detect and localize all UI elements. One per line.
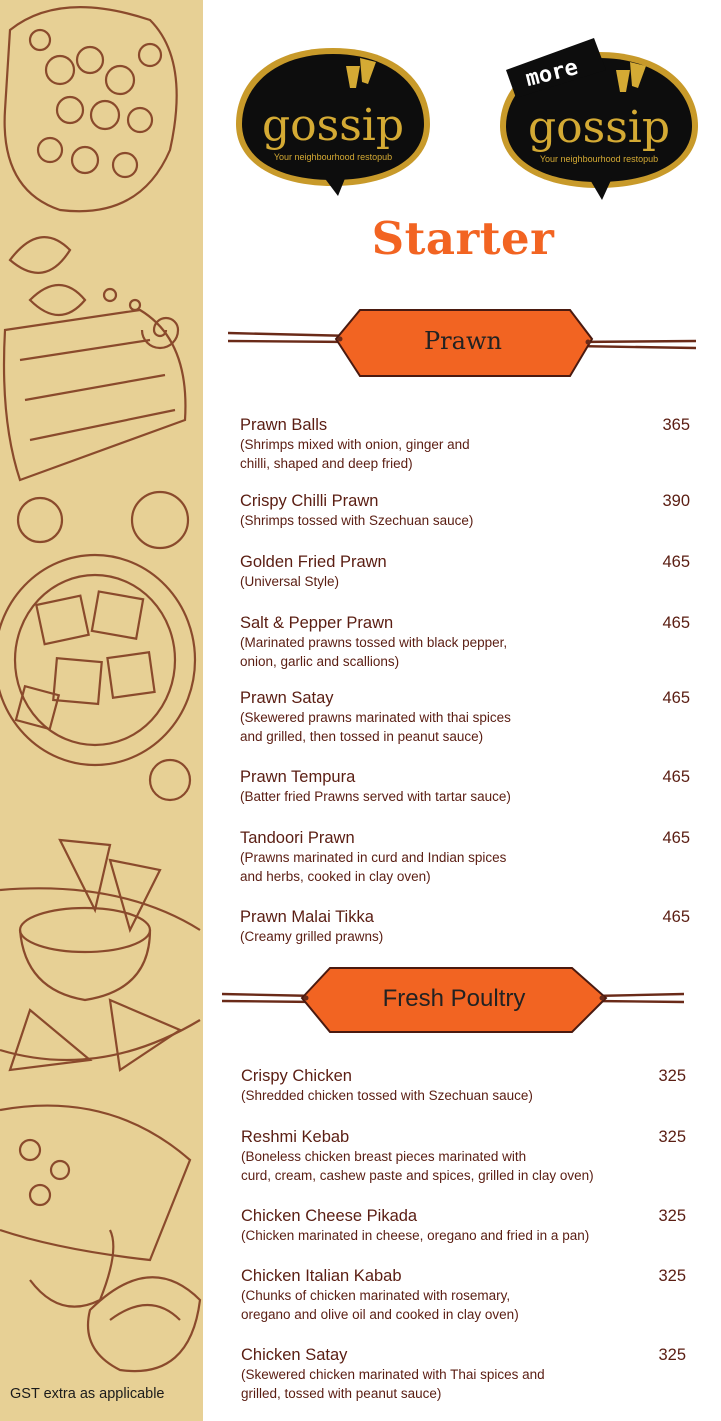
- gossip-logo: [228, 36, 438, 196]
- menu-item: [240, 416, 690, 473]
- svg-text:Your neighbourhood restopub: Your neighbourhood restopub: [539, 154, 659, 164]
- item-price: 465: [662, 768, 690, 786]
- item-description: (Shredded chicken tossed with Szechuan sauce): [241, 1088, 533, 1103]
- item-description-2: chilli, shaped and deep fried): [240, 456, 413, 471]
- item-description: (Universal Style): [240, 574, 340, 589]
- item-price: 465: [662, 553, 690, 571]
- item-name: Salt & Pepper Prawn: [240, 614, 394, 632]
- item-price: 325: [658, 1267, 686, 1285]
- item-description: (Skewered chicken marinated with Thai spices and: [241, 1367, 545, 1382]
- item-description-2: oregano and olive oil and cooked in clay oven): [241, 1307, 519, 1322]
- item-price: 465: [662, 829, 690, 847]
- item-description-2: and herbs, cooked in clay oven): [240, 869, 431, 884]
- menu-item: [240, 908, 690, 946]
- food-sketch-illustration: [0, 0, 203, 1421]
- item-name: Chicken Satay: [241, 1346, 348, 1364]
- decorative-sidebar: [0, 0, 203, 1421]
- item-price: 325: [658, 1207, 686, 1225]
- item-price: 325: [658, 1128, 686, 1146]
- item-name: Prawn Balls: [240, 416, 328, 434]
- item-price: 365: [662, 416, 690, 434]
- item-name: Crispy Chilli Prawn: [240, 492, 379, 510]
- svg-text:gossip: gossip: [261, 100, 405, 151]
- section-title: Fresh Poultry: [382, 985, 526, 1012]
- section-banner-fresh-poultry: [222, 964, 686, 1036]
- item-description: (Skewered prawns marinated with thai spices: [240, 710, 511, 725]
- item-price: 465: [662, 689, 690, 707]
- item-description-2: curd, cream, cashew paste and spices, grilled in clay oven): [241, 1168, 594, 1183]
- item-description: (Creamy grilled prawns): [240, 929, 384, 944]
- item-name: Prawn Satay: [240, 689, 334, 707]
- item-description-2: grilled, tossed with peanut sauce): [241, 1386, 442, 1401]
- menu-item: [241, 1346, 686, 1403]
- svg-text:gossip: gossip: [527, 102, 671, 153]
- page-title: Starter: [371, 212, 555, 265]
- item-description: (Chicken marinated in cheese, oregano and fried in a pan): [241, 1228, 590, 1243]
- menu-item: [240, 614, 690, 671]
- item-price: 465: [662, 908, 690, 926]
- item-description: (Batter fried Prawns served with tartar sauce): [240, 789, 511, 804]
- item-description-2: and grilled, then tossed in peanut sauce): [240, 729, 484, 744]
- item-description-2: onion, garlic and scallions): [240, 654, 400, 669]
- item-description: (Marinated prawns tossed with black pepper,: [240, 635, 508, 650]
- more-gossip-logo: [494, 30, 704, 200]
- item-description: (Chunks of chicken marinated with rosemary,: [241, 1288, 511, 1303]
- section-title: Prawn: [424, 327, 502, 355]
- svg-text:more: more: [523, 54, 581, 93]
- section-banner-prawn: [228, 306, 698, 382]
- menu-item: [240, 768, 690, 806]
- item-name: Reshmi Kebab: [241, 1128, 350, 1146]
- menu-item: [241, 1267, 686, 1324]
- item-name: Prawn Malai Tikka: [240, 908, 374, 926]
- item-name: Chicken Cheese Pikada: [241, 1207, 418, 1225]
- item-price: 325: [658, 1346, 686, 1364]
- item-description: (Boneless chicken breast pieces marinated with: [241, 1149, 527, 1164]
- item-name: Chicken Italian Kabab: [241, 1267, 402, 1285]
- item-description: (Shrimps tossed with Szechuan sauce): [240, 513, 474, 528]
- menu-item: [241, 1128, 686, 1185]
- item-name: Prawn Tempura: [240, 768, 356, 786]
- gst-note: GST extra as applicable: [10, 1386, 165, 1402]
- menu-item: [240, 689, 690, 746]
- menu-item: [241, 1067, 686, 1105]
- item-price: 465: [662, 614, 690, 632]
- item-price: 390: [662, 492, 690, 510]
- menu-item: [240, 553, 690, 591]
- item-name: Tandoori Prawn: [240, 829, 355, 847]
- item-description: (Shrimps mixed with onion, ginger and: [240, 437, 470, 452]
- item-name: Golden Fried Prawn: [240, 553, 387, 571]
- item-name: Crispy Chicken: [241, 1067, 352, 1085]
- item-description: (Prawns marinated in curd and Indian spices: [240, 850, 507, 865]
- item-price: 325: [658, 1067, 686, 1085]
- menu-item: [240, 492, 690, 530]
- menu-item: [241, 1207, 686, 1245]
- menu-item: [240, 829, 690, 886]
- svg-text:Your neighbourhood restopub: Your neighbourhood restopub: [273, 152, 393, 162]
